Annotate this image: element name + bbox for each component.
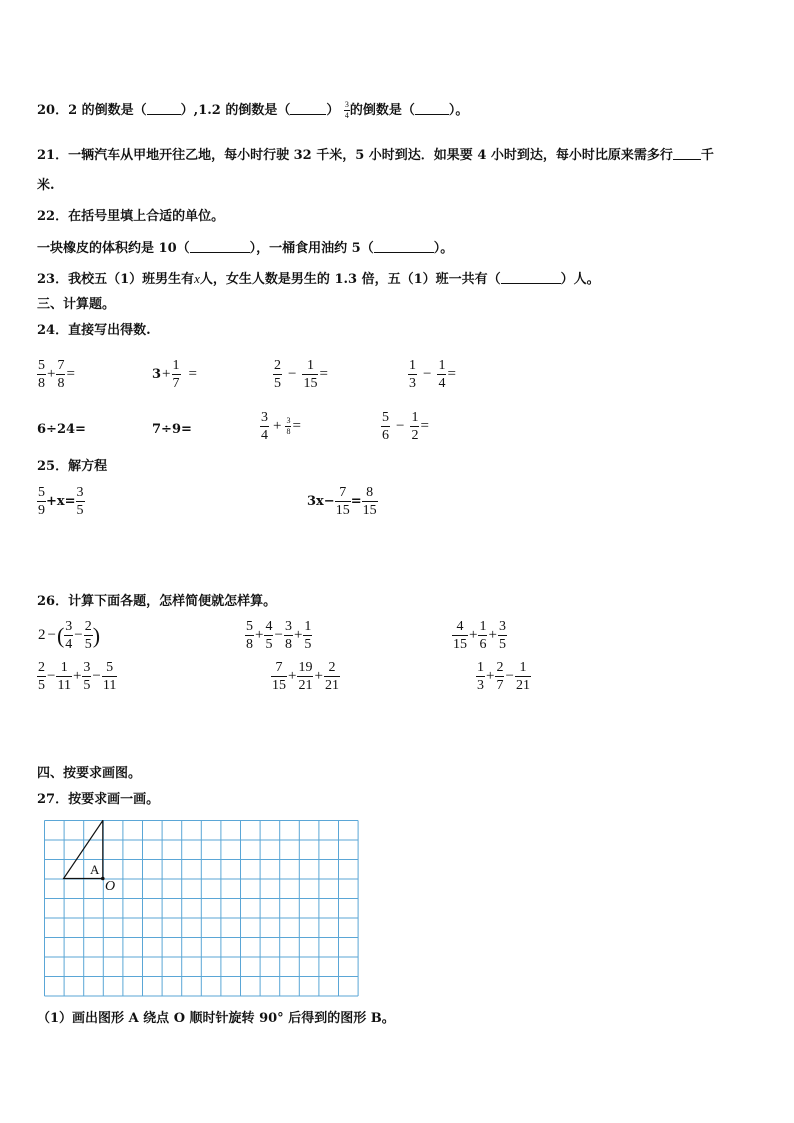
question-number: 21． — [37, 148, 69, 163]
equals: = — [447, 366, 456, 382]
fraction: $\frac{19}{21}$ — [298, 660, 313, 693]
question-21 — [37, 147, 714, 164]
question-27 — [37, 792, 159, 808]
fraction: $\frac{4}{15}$ — [453, 619, 467, 652]
operator: − — [274, 627, 283, 643]
question-number: 20． — [37, 103, 69, 118]
question-number: 22． — [37, 209, 69, 224]
operator: + — [288, 668, 297, 684]
q26-expr-3 — [452, 619, 507, 652]
fraction: $\frac{1}{21}$ — [515, 660, 530, 693]
fraction: $\frac{3}{5}$ — [498, 619, 506, 652]
question-22 — [37, 209, 224, 225]
answer-blank[interactable] — [673, 147, 701, 160]
fraction: $\frac{1}{3}$ — [477, 660, 484, 693]
q24-expr-3 — [273, 358, 329, 391]
fraction: $\frac{5}{6}$ — [382, 410, 389, 443]
q21-text: 一辆汽车从甲地开往乙地，每小时行驶 32 千米，5 小时到达．如果要 4 小时到达，每小时比原来需多行 — [68, 148, 673, 163]
fraction: $\frac{2}{21}$ — [324, 660, 339, 693]
q22-text-1: 一块橡皮的体积约是 10（ — [37, 241, 190, 256]
q26-expr-6 — [476, 660, 531, 693]
answer-blank[interactable] — [290, 102, 326, 115]
q26-expr-1 — [37, 619, 100, 652]
fraction: $\frac{1}{15}$ — [303, 358, 318, 391]
question-number: 27． — [37, 792, 69, 807]
q22-text-3: ）。 — [433, 241, 454, 256]
equation-prefix: 3x− — [307, 494, 335, 509]
variable-x: x — [194, 271, 200, 286]
grid-lines — [45, 821, 359, 997]
q24-expr-1 — [37, 358, 76, 391]
operator: + — [273, 418, 282, 434]
q25-title: 解方程 — [68, 459, 108, 474]
fraction: $\frac{2}{5}$ — [38, 660, 45, 693]
q27-task: （1）画出图形 A 绕点 O 顺时针旋转 90° 后得到的图形 B。 — [37, 1011, 395, 1026]
q20-text-1: 2 的倒数是（ — [68, 103, 147, 118]
q24-expr-4 — [408, 358, 457, 391]
q26-expr-4 — [37, 660, 117, 693]
fraction: $\frac{2}{7}$ — [496, 660, 504, 693]
operator: − — [396, 418, 405, 434]
fraction: $\frac{1}{4}$ — [438, 358, 446, 391]
operator: − — [47, 627, 56, 643]
operator: + — [72, 668, 82, 684]
q21-line-2: 米. — [37, 178, 55, 193]
fraction: $\frac{5}{8}$ — [38, 358, 45, 391]
drawing-grid[interactable] — [44, 820, 360, 998]
fraction: $\frac{1}{5}$ — [304, 619, 312, 652]
fraction: $\frac{3}{8}$ — [284, 619, 292, 652]
operator: − — [423, 366, 432, 382]
question-number: 23． — [37, 272, 69, 287]
fraction: $\frac{5}{9}$ — [38, 485, 45, 518]
fraction: $\frac{8}{15}$ — [362, 485, 377, 518]
q23-text-1: 我校五（1）班男生有 — [68, 272, 195, 287]
operator: + — [47, 366, 56, 382]
left-paren: ( — [56, 622, 65, 648]
q24-expr-6: 7÷9= — [152, 422, 192, 437]
q24-expr-5: 6÷24= — [37, 422, 86, 437]
answer-blank[interactable] — [190, 240, 250, 253]
q20-text-5: ）。 — [448, 103, 469, 118]
operator: − — [288, 366, 297, 382]
right-paren: ) — [92, 622, 101, 648]
fraction: $\frac{3}{5}$ — [83, 660, 91, 693]
fraction: $\frac{1}{3}$ — [409, 358, 416, 391]
q26-title: 计算下面各题，怎样简便就怎样算。 — [68, 594, 277, 609]
question-number: 24． — [37, 323, 69, 338]
whole-number: 2 — [38, 627, 46, 643]
fraction: $\frac{7}{15}$ — [272, 660, 286, 693]
answer-blank[interactable] — [374, 240, 434, 253]
fraction: $\frac{7}{15}$ — [335, 485, 350, 518]
operator: + — [469, 627, 478, 643]
operator: + — [255, 627, 264, 643]
section-3-heading: 三、计算题。 — [37, 297, 116, 312]
operator: − — [47, 668, 56, 684]
q21-unit: 千 — [700, 148, 714, 163]
q24-expr-7 — [260, 410, 302, 443]
fraction: $\frac{3}{5}$ — [76, 485, 84, 518]
question-24 — [37, 323, 151, 339]
fraction: $\frac{5}{11}$ — [102, 660, 117, 693]
fraction: $\frac{3}{4}$ — [344, 100, 349, 120]
answer-blank[interactable] — [147, 102, 181, 115]
answer-blank[interactable] — [415, 102, 449, 115]
question-23 — [37, 271, 600, 288]
fraction: $\frac{1}{2}$ — [411, 410, 419, 443]
fraction: $\frac{5}{8}$ — [246, 619, 253, 652]
label-a: A — [90, 862, 100, 877]
fraction: $\frac{1}{7}$ — [172, 358, 180, 391]
question-26 — [37, 594, 276, 610]
equals: = — [66, 366, 75, 382]
q22-title: 在括号里填上合适的单位。 — [68, 209, 225, 224]
operator: + — [314, 668, 323, 684]
operator: + — [488, 627, 497, 643]
whole-number: 3 — [152, 367, 162, 382]
equals: = — [188, 366, 197, 382]
fraction: $\frac{2}{5}$ — [84, 619, 92, 652]
question-25 — [37, 459, 107, 475]
q20-text-4: 的倒数是（ — [349, 103, 415, 118]
fraction: $\frac{4}{5}$ — [265, 619, 273, 652]
answer-blank[interactable] — [501, 271, 561, 284]
equals: = — [292, 418, 301, 434]
equation-2 — [307, 485, 378, 518]
equation-1 — [37, 485, 85, 518]
operator: + — [486, 668, 495, 684]
equation-operator: +x= — [46, 494, 76, 509]
q22-text-2: ），一桶食用油约 5（ — [249, 241, 374, 256]
operator: + — [293, 627, 303, 643]
fraction: $\frac{7}{8}$ — [57, 358, 65, 391]
q20-text-2: ）,1.2 的倒数是（ — [180, 103, 291, 118]
equals: = — [350, 494, 362, 509]
fraction: $\frac{3}{4}$ — [65, 619, 73, 652]
fraction: $\frac{3}{8}$ — [286, 416, 291, 436]
label-o: O — [105, 879, 116, 894]
fraction: $\frac{3}{4}$ — [261, 410, 268, 443]
q23-text-2: 人，女生人数是男生的 1.3 倍，五（1）班一共有（ — [199, 272, 501, 287]
question-number: 26． — [37, 594, 69, 609]
equals: = — [319, 366, 328, 382]
fraction: $\frac{2}{5}$ — [274, 358, 281, 391]
section-4-heading: 四、按要求画图。 — [37, 766, 142, 781]
equals: = — [420, 418, 429, 434]
q24-expr-8 — [381, 410, 430, 443]
operator: − — [505, 668, 514, 684]
q20-text-3: ） — [326, 103, 340, 118]
q24-title: 直接写出得数. — [68, 323, 151, 338]
question-20 — [37, 101, 468, 120]
operator: + — [162, 366, 171, 382]
q22-body — [37, 240, 453, 257]
fraction: $\frac{1}{11}$ — [57, 660, 71, 693]
operator: − — [92, 668, 101, 684]
question-number: 25． — [37, 459, 69, 474]
operator: − — [74, 627, 83, 643]
q23-text-3: ）人。 — [560, 272, 600, 287]
fraction: $\frac{1}{6}$ — [479, 619, 487, 652]
q26-expr-5 — [271, 660, 340, 693]
q27-title: 按要求画一画。 — [68, 792, 160, 807]
q24-expr-2 — [152, 358, 198, 391]
q26-expr-2 — [245, 619, 312, 652]
